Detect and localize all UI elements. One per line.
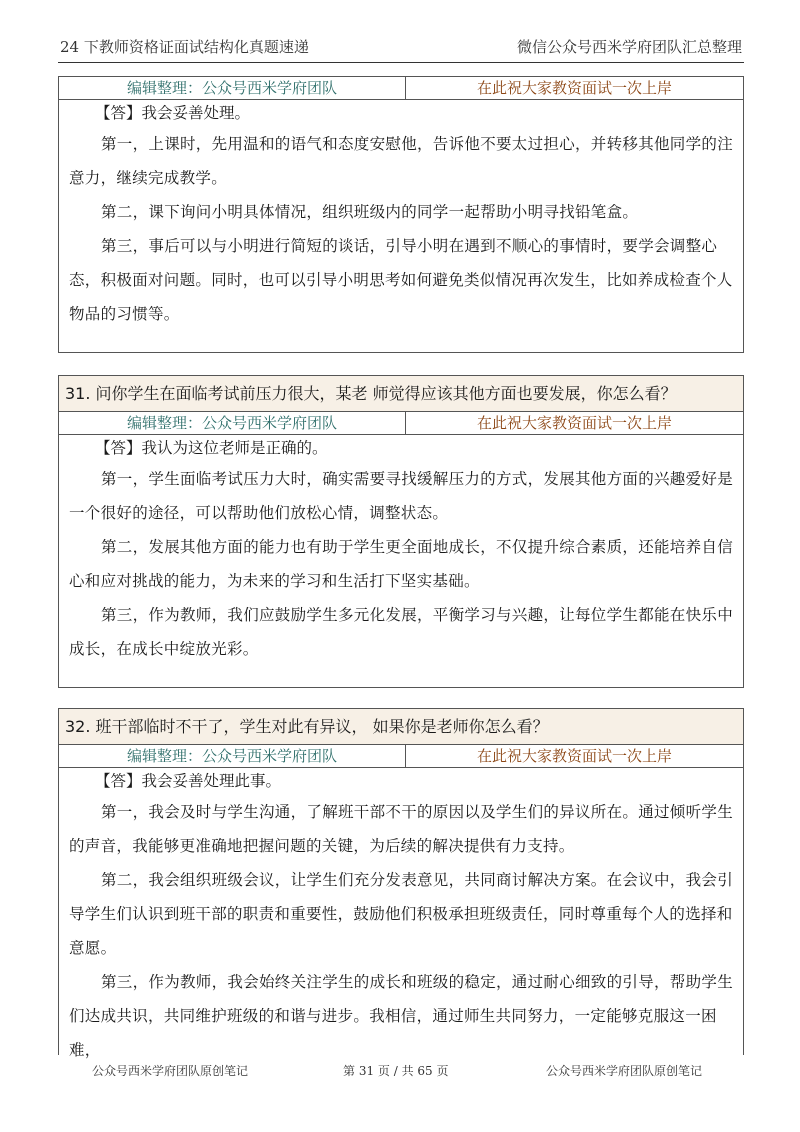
answer-body <box>59 100 743 337</box>
blessing-text: 在此祝大家教资面试一次上岸 <box>476 747 672 765</box>
footer-note-left: 公众号西米学府团队原创笔记 <box>92 1064 249 1078</box>
header-source: 微信公众号西米学府团队汇总整理 <box>516 38 742 56</box>
answer-paragraph: 第一，我会及时与学生沟通，了解班干部不干的原因以及学生们的异议所在。通过倾听学生的声音，我能够更准确地把握问题的关键，为后续的解决提供有力支持。 <box>69 803 734 855</box>
header-title: 24 下教师资格证面试结构化真题速递 <box>60 38 309 56</box>
answer-body <box>59 768 743 1073</box>
qa-block-31 <box>58 375 744 688</box>
answer-lead: 【答】我会妥善处理。 <box>95 104 251 122</box>
answer-paragraph: 第一，学生面临考试压力大时，确实需要寻找缓解压力的方式，发展其他方面的兴趣爱好是一个很好的途径，可以帮助他们放松心情，调整状态。 <box>69 470 734 522</box>
page-header <box>58 30 744 63</box>
qa-block-32 <box>58 708 744 1059</box>
blessing-text: 在此祝大家教资面试一次上岸 <box>476 414 672 432</box>
page-footer <box>0 1058 800 1082</box>
editor-credit: 编辑整理：公众号西米学府团队 <box>59 412 406 434</box>
footer-note-right: 公众号西米学府团队原创笔记 <box>546 1064 703 1078</box>
answer-lead: 【答】我认为这位老师是正确的。 <box>95 439 328 457</box>
block-subheader <box>59 745 743 768</box>
answer-lead: 【答】我会妥善处理此事。 <box>95 772 282 790</box>
answer-paragraph: 第三，作为教师，我们应鼓励学生多元化发展，平衡学习与兴趣，让每位学生都能在快乐中成长，在成长中绽放光彩。 <box>69 606 734 658</box>
block-subheader <box>59 77 743 100</box>
question-title: 32. 班干部临时不干了，学生对此有异议， 如果你是老师你怎么看？ <box>59 709 743 745</box>
page-number: 第 31 页 / 共 65 页 <box>343 1064 449 1078</box>
answer-paragraph: 第二，课下询问小明具体情况，组织班级内的同学一起帮助小明寻找铅笔盒。 <box>101 203 639 221</box>
block-subheader <box>59 412 743 435</box>
answer-body <box>59 435 743 672</box>
answer-paragraph: 第二，发展其他方面的能力也有助于学生更全面地成长，不仅提升综合素质，还能培养自信心和应对挑战的能力，为未来的学习和生活打下坚实基础。 <box>69 538 734 590</box>
question-title: 31. 问你学生在面临考试前压力很大，某老 师觉得应该其他方面也要发展，你怎么看？ <box>59 376 743 412</box>
answer-paragraph: 第二，我会组织班级会议，让学生们充分发表意见，共同商讨解决方案。在会议中，我会引导学生们认识到班干部的职责和重要性，鼓励他们积极承担班级责任，同时尊重每个人的选择和意愿。 <box>69 871 734 957</box>
answer-paragraph: 第三，作为教师，我会始终关注学生的成长和班级的稳定，通过耐心细致的引导，帮助学生们达成共识，共同维护班级的和谐与进步。我相信，通过师生共同努力，一定能够克服这一困难， <box>69 973 734 1059</box>
editor-credit: 编辑整理：公众号西米学府团队 <box>59 745 406 767</box>
answer-paragraph: 第一，上课时，先用温和的语气和态度安慰他，告诉他不要太过担心，并转移其他同学的注意力，继续完成教学。 <box>69 135 734 187</box>
editor-credit: 编辑整理：公众号西米学府团队 <box>59 77 406 99</box>
qa-block-30 <box>58 76 744 353</box>
answer-paragraph: 第三，事后可以与小明进行简短的谈话，引导小明在遇到不顺心的事情时，要学会调整心态，积极面对问题。同时，也可以引导小明思考如何避免类似情况再次发生，比如养成检查个人物品的习惯等。 <box>69 237 733 323</box>
blessing-text: 在此祝大家教资面试一次上岸 <box>476 79 672 97</box>
